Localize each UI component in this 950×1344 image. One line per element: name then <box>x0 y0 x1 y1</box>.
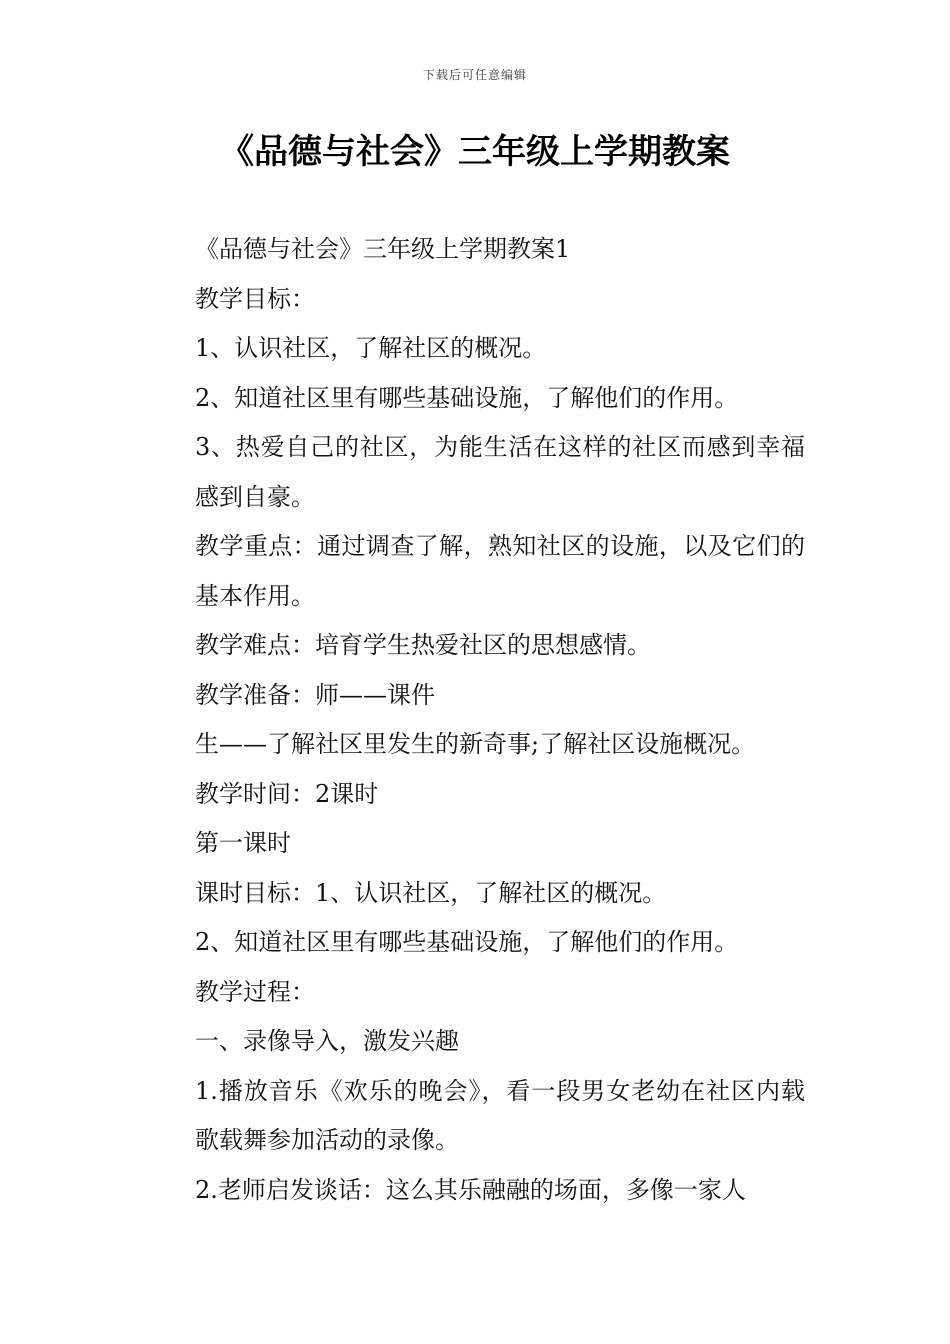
goal-item-2: 2、知道社区里有哪些基础设施，了解他们的作用。 <box>195 383 739 412</box>
teaching-goals-label: 教学目标： <box>195 284 315 313</box>
section-heading-1: 一、录像导入，激发兴趣 <box>195 1027 459 1055</box>
teaching-time: 教学时间：2课时 <box>195 779 379 808</box>
teaching-focus: 教学重点：通过调查了解，熟知社区的设施，以及它们的基本作用。 <box>195 532 805 610</box>
first-lesson-heading: 第一课时 <box>195 829 291 857</box>
header-note: 下载后可任意编辑 <box>422 68 527 82</box>
teaching-preparation-student: 生——了解社区里发生的新奇事;了解社区设施概况。 <box>195 730 756 758</box>
lesson-goal-1: 课时目标：1、认识社区，了解社区的概况。 <box>195 878 667 907</box>
teaching-preparation-teacher: 教学准备：师——课件 <box>195 680 435 709</box>
document-body <box>145 225 805 1215</box>
teaching-difficulty: 教学难点：培育学生热爱社区的思想感情。 <box>195 631 651 659</box>
lesson-goal-2: 2、知道社区里有哪些基础设施，了解他们的作用。 <box>195 928 739 956</box>
goal-item-3: 3、热爱自己的社区，为能生活在这样的社区而感到幸福感到自豪。 <box>195 433 805 511</box>
goal-item-1: 1、认识社区，了解社区的概况。 <box>195 334 547 362</box>
document-title: 《品德与社会》三年级上学期教案 <box>220 132 730 172</box>
lesson-plan-heading: 《品德与社会》三年级上学期教案1 <box>195 235 571 263</box>
teaching-process-label: 教学过程： <box>195 977 315 1006</box>
process-step-1: 1.播放音乐《欢乐的晚会》，看一段男女老幼在社区内载歌载舞参加活动的录像。 <box>195 1076 805 1154</box>
process-step-2: 2.老师启发谈话：这么其乐融融的场面，多像一家人 <box>195 1175 746 1204</box>
